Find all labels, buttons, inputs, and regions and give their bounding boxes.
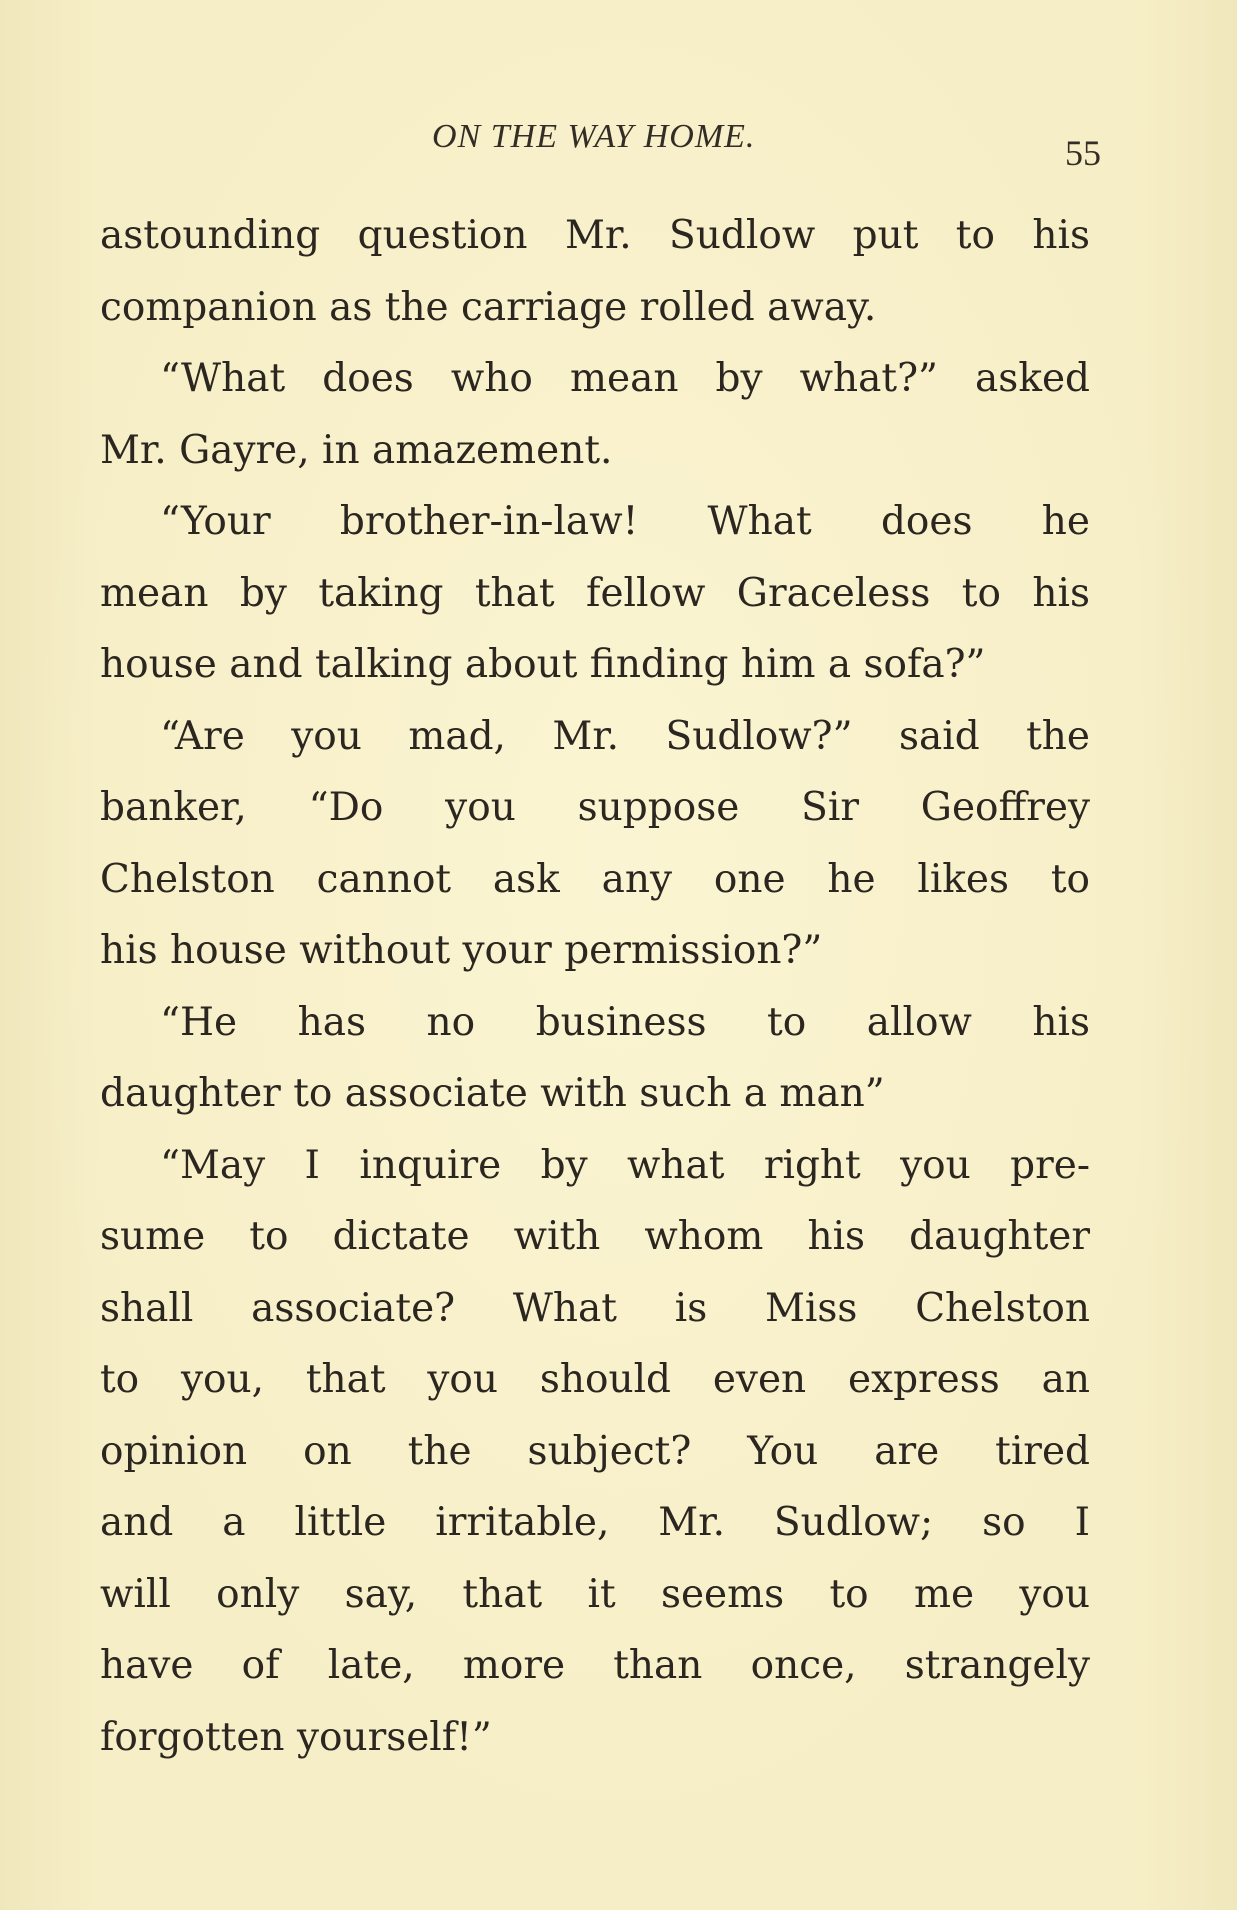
text-line: forgotten yourself!” (100, 1714, 492, 1760)
text-line: to you, that you should even express an (100, 1357, 1090, 1402)
running-title: ON THE WAY HOME. (432, 118, 756, 155)
page-number: 55 (1065, 133, 1101, 173)
text-line: Mr. Gayre, in amazement. (100, 427, 613, 473)
running-head (0, 118, 1237, 173)
text-line: banker, “Do you suppose Sir Geoffrey (100, 785, 1090, 830)
text-line: shall associate? What is Miss Chelston (100, 1285, 1090, 1331)
text-line: astounding question Mr. Sudlow put to his (100, 213, 1090, 258)
text-line: mean by taking that fellow Graceless to his (100, 570, 1090, 616)
text-line: “May I inquire by what right you pre- (160, 1142, 1090, 1188)
text-line: “Your brother-in-law! What does he (160, 499, 1090, 544)
text-line: house and talking about finding him a sofa?” (100, 642, 986, 687)
text-line: “What does who mean by what?” asked (160, 356, 1090, 401)
body-text (100, 200, 1090, 1773)
text-line: opinion on the subject? You are tired (100, 1428, 1090, 1474)
text-line: daughter to associate with such a man” (100, 1071, 885, 1116)
text-line: “Are you mad, Mr. Sudlow?” said the (160, 713, 1090, 759)
text-line: and a little irritable, Mr. Sudlow; so I (100, 1500, 1090, 1545)
text-line: companion as the carriage rolled away. (100, 284, 877, 330)
text-line: have of late, more than once, strangely (100, 1643, 1090, 1688)
text-line: will only say, that it seems to me you (100, 1571, 1090, 1617)
text-line: Chelston cannot ask any one he likes to (100, 856, 1090, 902)
text-line: his house without your permission?” (100, 928, 823, 973)
text-line: sume to dictate with whom his daughter (100, 1214, 1090, 1259)
text-line: “He has no business to allow his (160, 999, 1090, 1045)
